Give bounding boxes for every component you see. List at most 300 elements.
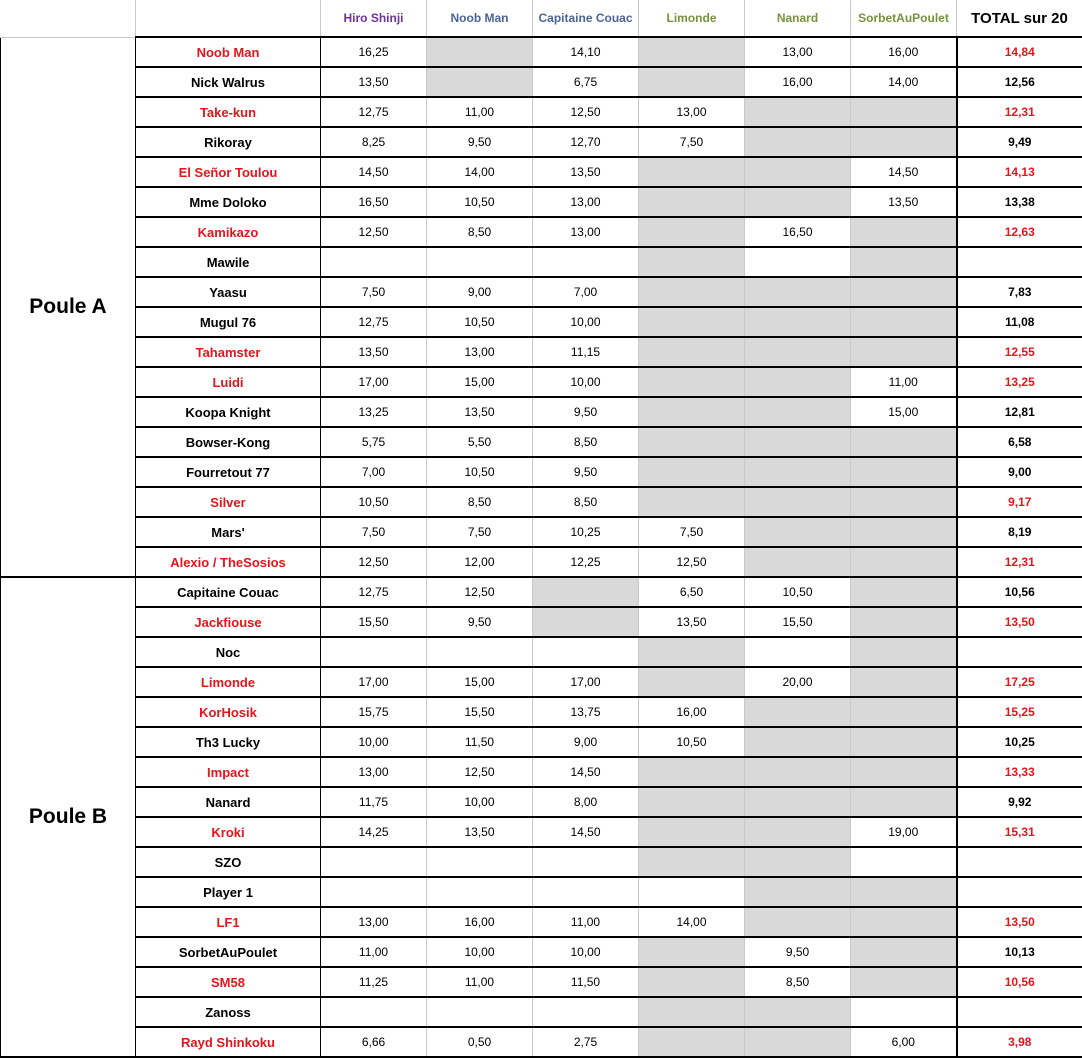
player-name-cell[interactable]: El Señor Toulou	[136, 157, 321, 187]
score-cell-empty[interactable]	[745, 157, 851, 187]
score-cell[interactable]: 11,75	[321, 787, 427, 817]
table-row	[1, 457, 1082, 487]
score-cell[interactable]	[533, 997, 639, 1027]
total-cell[interactable]: 15,31	[957, 817, 1082, 847]
player-name-cell[interactable]: Mars'	[136, 517, 321, 547]
score-cell[interactable]: 13,75	[533, 697, 639, 727]
score-cell[interactable]: 8,50	[427, 217, 533, 247]
player-name-cell[interactable]: Player 1	[136, 877, 321, 907]
total-cell[interactable]: 14,84	[957, 37, 1082, 67]
score-cell[interactable]: 10,00	[427, 787, 533, 817]
score-cell[interactable]: 11,00	[321, 937, 427, 967]
score-cell[interactable]: 13,00	[639, 97, 745, 127]
score-cell[interactable]: 6,75	[533, 67, 639, 97]
player-name-cell[interactable]: Rikoray	[136, 127, 321, 157]
header-judge-nanard[interactable]: Nanard	[745, 0, 851, 37]
score-cell-empty[interactable]	[639, 217, 745, 247]
player-name-cell[interactable]: Rayd Shinkoku	[136, 1027, 321, 1057]
score-cell-empty[interactable]	[851, 907, 957, 937]
header-judge-limonde[interactable]: Limonde	[639, 0, 745, 37]
score-cell[interactable]: 10,25	[533, 517, 639, 547]
score-cell[interactable]: 10,00	[533, 367, 639, 397]
score-cell-empty[interactable]	[851, 127, 957, 157]
score-cell[interactable]: 13,00	[533, 217, 639, 247]
score-cell[interactable]: 13,50	[427, 817, 533, 847]
score-cell[interactable]	[533, 877, 639, 907]
player-name-cell[interactable]: Noob Man	[136, 37, 321, 67]
player-name-cell[interactable]: Luidi	[136, 367, 321, 397]
score-cell[interactable]	[745, 247, 851, 277]
score-cell[interactable]: 20,00	[745, 667, 851, 697]
score-cell[interactable]: 12,50	[321, 217, 427, 247]
score-cell[interactable]: 12,25	[533, 547, 639, 577]
score-cell[interactable]	[427, 637, 533, 667]
score-cell[interactable]: 12,00	[427, 547, 533, 577]
score-cell[interactable]: 16,00	[427, 907, 533, 937]
score-cell[interactable]: 10,50	[745, 577, 851, 607]
score-cell[interactable]: 7,00	[321, 457, 427, 487]
player-name-cell[interactable]: SM58	[136, 967, 321, 997]
score-cell-empty[interactable]	[851, 307, 957, 337]
score-cell[interactable]: 15,00	[851, 397, 957, 427]
player-name-cell[interactable]: Mme Doloko	[136, 187, 321, 217]
score-cell-empty[interactable]	[745, 187, 851, 217]
table-row	[1, 397, 1082, 427]
player-name-cell[interactable]: Silver	[136, 487, 321, 517]
score-cell[interactable]: 12,75	[321, 307, 427, 337]
player-name-cell[interactable]: Th3 Lucky	[136, 727, 321, 757]
score-cell[interactable]: 13,00	[321, 757, 427, 787]
score-cell-empty[interactable]	[639, 37, 745, 67]
score-cell-empty[interactable]	[745, 127, 851, 157]
score-cell[interactable]	[851, 847, 957, 877]
score-cell[interactable]: 2,75	[533, 1027, 639, 1057]
player-name-cell[interactable]: Nick Walrus	[136, 67, 321, 97]
score-cell[interactable]: 12,50	[533, 97, 639, 127]
score-cell[interactable]: 13,00	[427, 337, 533, 367]
score-cell[interactable]	[427, 997, 533, 1027]
score-cell[interactable]: 11,50	[427, 727, 533, 757]
score-cell-empty[interactable]	[745, 517, 851, 547]
score-cell[interactable]: 14,50	[851, 157, 957, 187]
score-cell[interactable]: 16,25	[321, 37, 427, 67]
score-cell[interactable]: 13,50	[321, 337, 427, 367]
total-cell[interactable]	[957, 997, 1082, 1027]
table-row	[1, 697, 1082, 727]
score-cell[interactable]: 9,50	[533, 397, 639, 427]
score-cell-empty[interactable]	[639, 757, 745, 787]
score-cell[interactable]	[851, 997, 957, 1027]
score-cell-empty[interactable]	[639, 637, 745, 667]
table-row	[1, 337, 1082, 367]
score-cell[interactable]: 12,50	[427, 757, 533, 787]
score-cell[interactable]: 7,50	[639, 517, 745, 547]
score-cell-empty[interactable]	[745, 907, 851, 937]
score-cell[interactable]: 10,00	[533, 307, 639, 337]
score-cell-empty[interactable]	[745, 997, 851, 1027]
score-cell[interactable]: 6,50	[639, 577, 745, 607]
score-cell-empty[interactable]	[851, 427, 957, 457]
score-cell[interactable]: 10,50	[639, 727, 745, 757]
score-cell-empty[interactable]	[533, 577, 639, 607]
score-cell[interactable]: 17,00	[321, 367, 427, 397]
score-cell[interactable]: 11,25	[321, 967, 427, 997]
score-cell[interactable]	[321, 637, 427, 667]
table-row	[1, 817, 1082, 847]
score-cell-empty[interactable]	[533, 607, 639, 637]
score-cell[interactable]: 12,50	[321, 547, 427, 577]
score-cell[interactable]: 17,00	[321, 667, 427, 697]
score-cell-empty[interactable]	[745, 397, 851, 427]
score-cell[interactable]: 11,00	[533, 907, 639, 937]
player-name-cell[interactable]: Take-kun	[136, 97, 321, 127]
score-cell-empty[interactable]	[639, 367, 745, 397]
player-name-cell[interactable]: KorHosik	[136, 697, 321, 727]
score-cell-empty[interactable]	[639, 967, 745, 997]
total-cell[interactable]: 10,56	[957, 577, 1082, 607]
score-cell[interactable]: 9,50	[533, 457, 639, 487]
total-cell[interactable]: 12,63	[957, 217, 1082, 247]
total-cell[interactable]: 9,49	[957, 127, 1082, 157]
pool-label[interactable]: Poule A	[1, 37, 136, 577]
score-cell[interactable]: 5,50	[427, 427, 533, 457]
score-cell[interactable]: 10,50	[321, 487, 427, 517]
score-cell[interactable]: 12,50	[427, 577, 533, 607]
table-row	[1, 1027, 1082, 1057]
player-name-cell[interactable]: Tahamster	[136, 337, 321, 367]
score-cell-empty[interactable]	[745, 427, 851, 457]
total-cell[interactable]: 9,17	[957, 487, 1082, 517]
player-name-cell[interactable]: Capitaine Couac	[136, 577, 321, 607]
score-cell-empty[interactable]	[745, 487, 851, 517]
score-cell-empty[interactable]	[639, 187, 745, 217]
header-corner-pool[interactable]	[1, 0, 136, 37]
score-cell[interactable]: 16,00	[745, 67, 851, 97]
score-cell[interactable]	[745, 637, 851, 667]
score-cell-empty[interactable]	[745, 97, 851, 127]
score-cell[interactable]: 15,00	[427, 667, 533, 697]
score-cell[interactable]: 14,50	[533, 817, 639, 847]
score-cell[interactable]: 10,50	[427, 187, 533, 217]
score-cell[interactable]: 13,00	[745, 37, 851, 67]
score-cell[interactable]: 7,50	[639, 127, 745, 157]
total-cell[interactable]: 12,31	[957, 547, 1082, 577]
total-cell[interactable]: 10,56	[957, 967, 1082, 997]
table-row	[1, 907, 1082, 937]
score-cell[interactable]: 15,00	[427, 367, 533, 397]
score-cell-empty[interactable]	[851, 277, 957, 307]
total-cell[interactable]: 13,50	[957, 607, 1082, 637]
score-cell-empty[interactable]	[851, 217, 957, 247]
score-cell[interactable]	[427, 847, 533, 877]
score-cell[interactable]: 14,50	[321, 157, 427, 187]
score-cell-empty[interactable]	[639, 997, 745, 1027]
player-name-cell[interactable]: LF1	[136, 907, 321, 937]
score-cell[interactable]: 16,50	[745, 217, 851, 247]
score-cell[interactable]: 13,00	[533, 187, 639, 217]
player-name-cell[interactable]: Bowser-Kong	[136, 427, 321, 457]
table-row	[1, 727, 1082, 757]
score-cell-empty[interactable]	[745, 367, 851, 397]
score-cell[interactable]: 8,50	[533, 487, 639, 517]
score-cell-empty[interactable]	[851, 337, 957, 367]
header-total[interactable]: TOTAL sur 20	[957, 0, 1082, 37]
score-cell-empty[interactable]	[851, 787, 957, 817]
header-corner-name[interactable]	[136, 0, 321, 37]
score-cell[interactable]: 10,50	[427, 457, 533, 487]
score-cell[interactable]: 13,50	[533, 157, 639, 187]
score-cell[interactable]: 0,50	[427, 1027, 533, 1057]
score-cell[interactable]	[533, 847, 639, 877]
score-cell[interactable]: 13,50	[639, 607, 745, 637]
total-cell[interactable]: 13,38	[957, 187, 1082, 217]
score-cell[interactable]: 14,00	[851, 67, 957, 97]
score-cell-empty[interactable]	[745, 277, 851, 307]
total-cell[interactable]: 6,58	[957, 427, 1082, 457]
player-name-cell[interactable]: Mugul 76	[136, 307, 321, 337]
score-cell[interactable]: 10,50	[427, 307, 533, 337]
player-name-cell[interactable]: Fourretout 77	[136, 457, 321, 487]
score-cell-empty[interactable]	[851, 607, 957, 637]
player-name-cell[interactable]: Zanoss	[136, 997, 321, 1027]
total-cell[interactable]: 13,25	[957, 367, 1082, 397]
total-cell[interactable]: 13,33	[957, 757, 1082, 787]
score-cell[interactable]: 10,00	[533, 937, 639, 967]
score-cell[interactable]: 7,50	[321, 277, 427, 307]
player-name-cell[interactable]: Yaasu	[136, 277, 321, 307]
score-cell-empty[interactable]	[745, 337, 851, 367]
score-cell[interactable]: 14,25	[321, 817, 427, 847]
score-cell-empty[interactable]	[639, 817, 745, 847]
table-row	[1, 937, 1082, 967]
total-cell[interactable]: 3,98	[957, 1027, 1082, 1057]
score-cell[interactable]: 10,00	[321, 727, 427, 757]
player-name-cell[interactable]: SorbetAuPoulet	[136, 937, 321, 967]
score-cell-empty[interactable]	[639, 157, 745, 187]
score-cell-empty[interactable]	[851, 727, 957, 757]
score-cell-empty[interactable]	[851, 877, 957, 907]
total-cell[interactable]: 15,25	[957, 697, 1082, 727]
table-row	[1, 967, 1082, 997]
score-cell-empty[interactable]	[851, 667, 957, 697]
header-judge-capitaine-couac[interactable]: Capitaine Couac	[533, 0, 639, 37]
score-cell[interactable]: 9,00	[427, 277, 533, 307]
score-cell[interactable]: 7,50	[321, 517, 427, 547]
score-cell-empty[interactable]	[639, 847, 745, 877]
player-name-cell[interactable]: Kroki	[136, 817, 321, 847]
score-cell[interactable]: 11,00	[851, 367, 957, 397]
score-cell[interactable]: 12,75	[321, 97, 427, 127]
total-cell[interactable]: 13,50	[957, 907, 1082, 937]
player-name-cell[interactable]: Limonde	[136, 667, 321, 697]
score-cell-empty[interactable]	[745, 547, 851, 577]
score-cell[interactable]: 16,00	[639, 697, 745, 727]
score-cell-empty[interactable]	[639, 67, 745, 97]
score-cell-empty[interactable]	[639, 457, 745, 487]
total-cell[interactable]: 12,56	[957, 67, 1082, 97]
table-row	[1, 187, 1082, 217]
total-cell[interactable]: 11,08	[957, 307, 1082, 337]
score-cell[interactable]: 10,00	[427, 937, 533, 967]
score-cell-empty[interactable]	[639, 397, 745, 427]
score-cell[interactable]: 13,25	[321, 397, 427, 427]
score-cell[interactable]	[427, 877, 533, 907]
score-cell-empty[interactable]	[851, 967, 957, 997]
score-cell[interactable]: 7,50	[427, 517, 533, 547]
score-cell[interactable]: 8,00	[533, 787, 639, 817]
score-cell-empty[interactable]	[745, 727, 851, 757]
score-cell-empty[interactable]	[851, 247, 957, 277]
score-cell[interactable]: 8,25	[321, 127, 427, 157]
header-judge-hiro-shinji[interactable]: Hiro Shinji	[321, 0, 427, 37]
score-cell-empty[interactable]	[427, 37, 533, 67]
score-cell[interactable]: 11,15	[533, 337, 639, 367]
player-name-cell[interactable]: Koopa Knight	[136, 397, 321, 427]
player-name-cell[interactable]: Nanard	[136, 787, 321, 817]
table-row	[1, 247, 1082, 277]
table-row	[1, 547, 1082, 577]
score-cell[interactable]	[321, 847, 427, 877]
player-name-cell[interactable]: Kamikazo	[136, 217, 321, 247]
score-cell[interactable]	[427, 247, 533, 277]
score-cell-empty[interactable]	[745, 757, 851, 787]
score-cell-empty[interactable]	[851, 517, 957, 547]
score-cell[interactable]: 15,75	[321, 697, 427, 727]
score-cell-empty[interactable]	[851, 637, 957, 667]
total-cell[interactable]: 12,31	[957, 97, 1082, 127]
score-cell[interactable]	[321, 997, 427, 1027]
score-cell[interactable]	[533, 637, 639, 667]
score-cell-empty[interactable]	[639, 667, 745, 697]
score-cell-empty[interactable]	[851, 937, 957, 967]
score-cell[interactable]: 5,75	[321, 427, 427, 457]
score-cell[interactable]: 14,50	[533, 757, 639, 787]
score-cell-empty[interactable]	[639, 427, 745, 457]
score-cell-empty[interactable]	[639, 1027, 745, 1057]
score-cell-empty[interactable]	[851, 97, 957, 127]
score-cell[interactable]: 13,50	[427, 397, 533, 427]
score-cell-empty[interactable]	[851, 547, 957, 577]
score-cell[interactable]	[639, 877, 745, 907]
score-cell[interactable]: 6,66	[321, 1027, 427, 1057]
total-cell[interactable]	[957, 637, 1082, 667]
score-cell[interactable]: 15,50	[321, 607, 427, 637]
player-name-cell[interactable]: Alexio / TheSosios	[136, 547, 321, 577]
score-cell-empty[interactable]	[745, 817, 851, 847]
score-cell[interactable]: 14,00	[427, 157, 533, 187]
score-cell[interactable]: 8,50	[533, 427, 639, 457]
score-cell-empty[interactable]	[639, 247, 745, 277]
score-cell[interactable]	[321, 247, 427, 277]
score-cell[interactable]: 6,00	[851, 1027, 957, 1057]
table-row	[1, 517, 1082, 547]
score-cell-empty[interactable]	[851, 457, 957, 487]
score-cell[interactable]: 13,50	[851, 187, 957, 217]
score-cell[interactable]: 13,50	[321, 67, 427, 97]
total-cell[interactable]	[957, 247, 1082, 277]
score-cell[interactable]: 9,00	[533, 727, 639, 757]
score-cell-empty[interactable]	[851, 577, 957, 607]
score-cell[interactable]: 17,00	[533, 667, 639, 697]
table-row	[1, 427, 1082, 457]
total-cell[interactable]	[957, 847, 1082, 877]
score-cell-empty[interactable]	[745, 847, 851, 877]
total-cell[interactable]: 9,00	[957, 457, 1082, 487]
table-row	[1, 877, 1082, 907]
score-cell[interactable]: 11,00	[427, 97, 533, 127]
score-cell[interactable]: 11,50	[533, 967, 639, 997]
score-cell[interactable]: 16,00	[851, 37, 957, 67]
player-name-cell[interactable]: Noc	[136, 637, 321, 667]
score-cell-empty[interactable]	[745, 457, 851, 487]
total-cell[interactable]: 12,55	[957, 337, 1082, 367]
score-cell[interactable]: 9,50	[427, 607, 533, 637]
score-cell[interactable]: 12,70	[533, 127, 639, 157]
header-judge-noob-man[interactable]: Noob Man	[427, 0, 533, 37]
score-cell-empty[interactable]	[639, 487, 745, 517]
score-cell-empty[interactable]	[639, 277, 745, 307]
score-cell-empty[interactable]	[851, 487, 957, 517]
score-cell-empty[interactable]	[427, 67, 533, 97]
player-name-cell[interactable]: Mawile	[136, 247, 321, 277]
score-cell[interactable]	[533, 247, 639, 277]
total-cell[interactable]	[957, 877, 1082, 907]
score-cell-empty[interactable]	[745, 787, 851, 817]
total-cell[interactable]: 14,13	[957, 157, 1082, 187]
total-cell[interactable]: 10,25	[957, 727, 1082, 757]
score-cell[interactable]: 8,50	[427, 487, 533, 517]
total-cell[interactable]: 8,19	[957, 517, 1082, 547]
total-cell[interactable]: 9,92	[957, 787, 1082, 817]
score-cell[interactable]: 15,50	[745, 607, 851, 637]
score-cell-empty[interactable]	[745, 1027, 851, 1057]
score-cell-empty[interactable]	[639, 307, 745, 337]
score-cell[interactable]: 19,00	[851, 817, 957, 847]
score-cell[interactable]: 9,50	[745, 937, 851, 967]
score-cell[interactable]: 13,00	[321, 907, 427, 937]
score-cell-empty[interactable]	[745, 307, 851, 337]
score-cell-empty[interactable]	[639, 937, 745, 967]
score-cell-empty[interactable]	[639, 337, 745, 367]
score-cell[interactable]: 12,50	[639, 547, 745, 577]
score-cell[interactable]: 7,00	[533, 277, 639, 307]
score-cell-empty[interactable]	[745, 877, 851, 907]
table-row	[1, 157, 1082, 187]
score-cell-empty[interactable]	[851, 757, 957, 787]
score-cell[interactable]: 16,50	[321, 187, 427, 217]
total-cell[interactable]: 10,13	[957, 937, 1082, 967]
score-cell-empty[interactable]	[851, 697, 957, 727]
score-cell[interactable]: 14,10	[533, 37, 639, 67]
score-cell[interactable]: 14,00	[639, 907, 745, 937]
player-name-cell[interactable]: Impact	[136, 757, 321, 787]
score-cell[interactable]	[321, 877, 427, 907]
header-judge-sorbetaupoulet[interactable]: SorbetAuPoulet	[851, 0, 957, 37]
total-cell[interactable]: 7,83	[957, 277, 1082, 307]
player-name-cell[interactable]: SZO	[136, 847, 321, 877]
score-cell[interactable]: 11,00	[427, 967, 533, 997]
score-cell[interactable]: 8,50	[745, 967, 851, 997]
score-cell[interactable]: 9,50	[427, 127, 533, 157]
total-cell[interactable]: 12,81	[957, 397, 1082, 427]
score-cell-empty[interactable]	[639, 787, 745, 817]
total-cell[interactable]: 17,25	[957, 667, 1082, 697]
player-name-cell[interactable]: Jackfiouse	[136, 607, 321, 637]
score-cell[interactable]: 12,75	[321, 577, 427, 607]
score-cell-empty[interactable]	[745, 697, 851, 727]
score-cell[interactable]: 15,50	[427, 697, 533, 727]
pool-label[interactable]: Poule B	[1, 577, 136, 1057]
